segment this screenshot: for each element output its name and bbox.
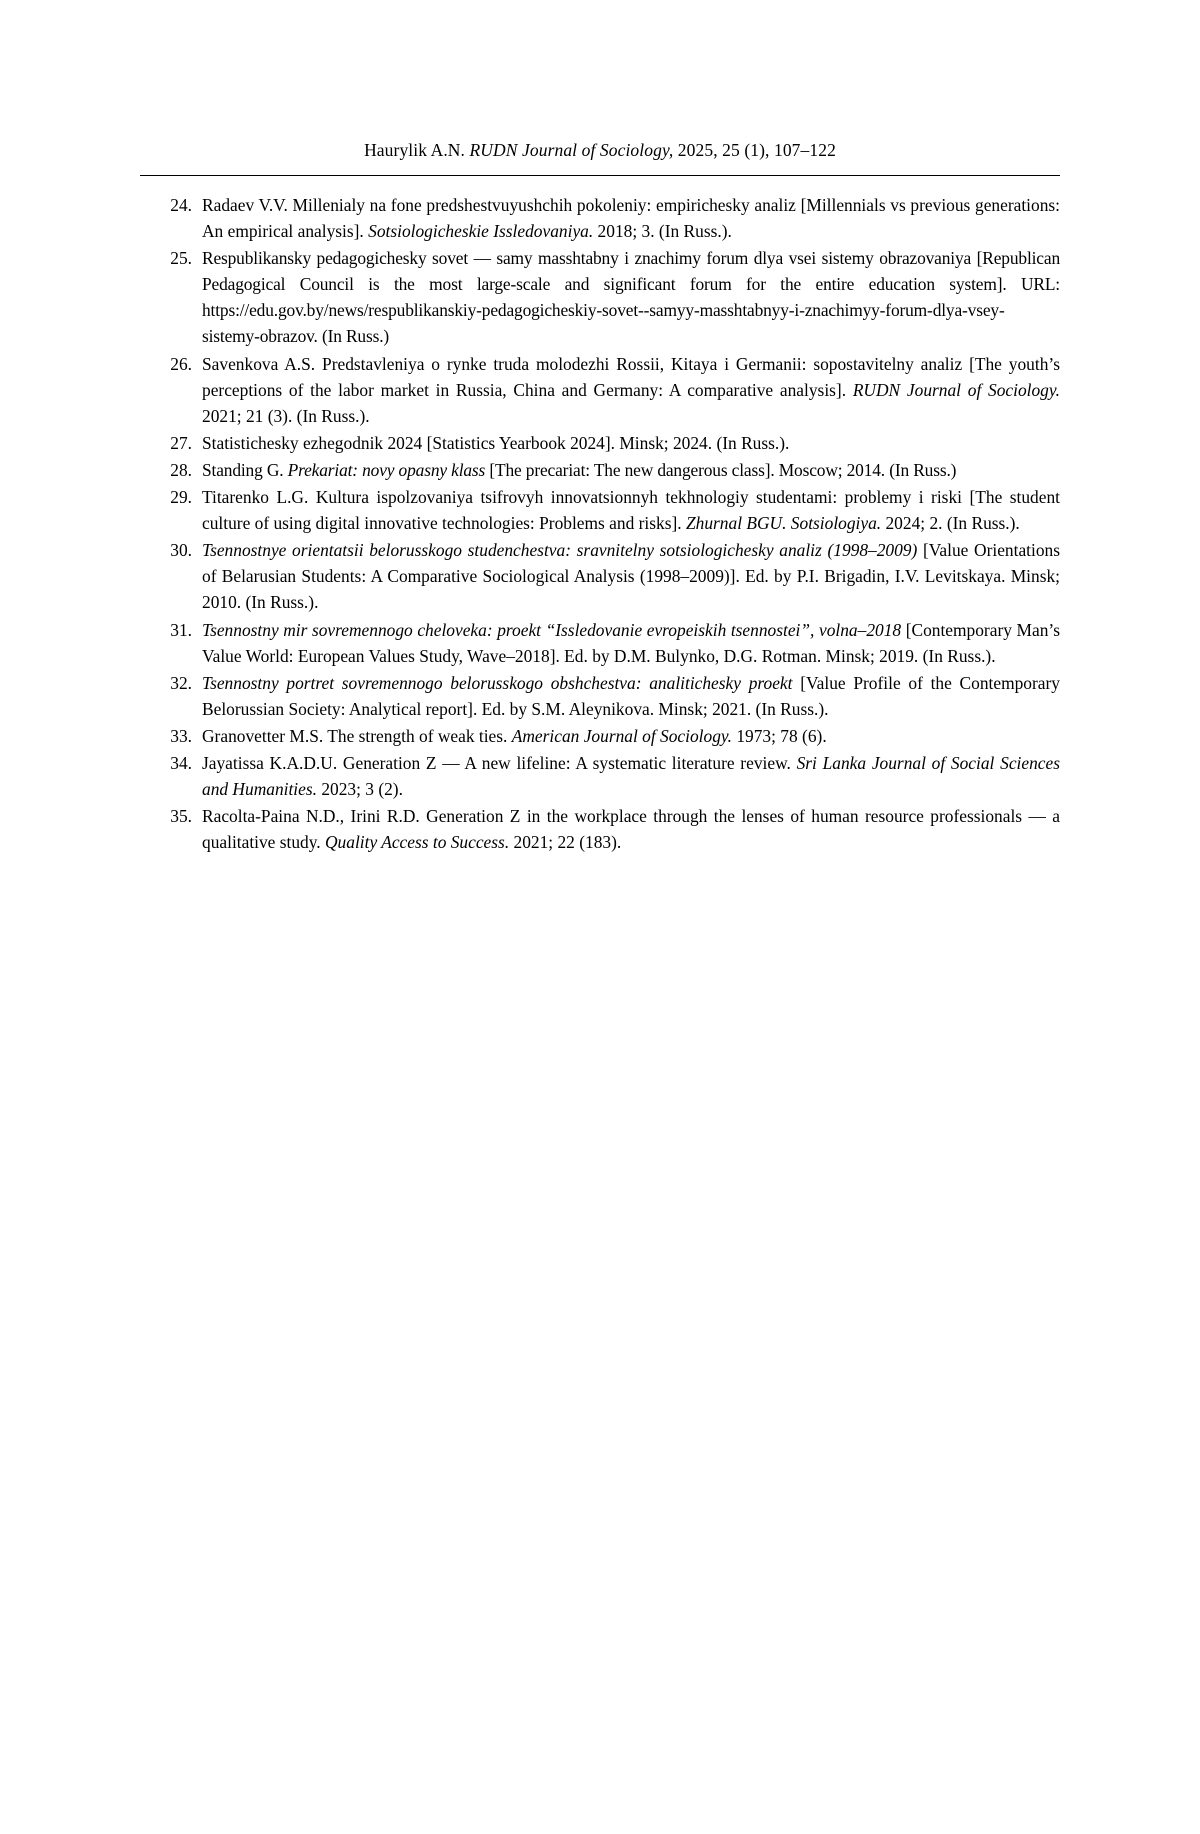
reference-number: 29.	[170, 487, 192, 508]
reference-text	[202, 457, 1060, 483]
running-head-author: Haurylik A.N.	[364, 140, 470, 160]
reference-text	[202, 245, 1060, 349]
reference-text-run: 2021; 21 (3). (In Russ.).	[202, 405, 370, 426]
reference-text-run: 2024; 2. (In Russ.).	[881, 513, 1020, 534]
reference-item	[150, 457, 1060, 483]
reference-item	[150, 750, 1060, 802]
reference-text-run: [Value Orientations of Belarusian Students: A Comparative Sociological Analysis (1998–2009)]. Ed. by P.I. Brigadin, I.V. Levitskaya. Minsk; 2010. (In Russ.).	[202, 540, 1060, 613]
reference-number: 35.	[170, 806, 192, 827]
reference-text	[202, 484, 1060, 536]
reference-text-run: 2021; 22 (183).	[509, 832, 622, 853]
reference-number: 31.	[170, 619, 192, 640]
reference-text-run: [Value Profile of the Contemporary Belorussian Society: Analytical report]. Ed. by S.M. Aleynikova. Minsk; 2021. (In Russ.).	[202, 672, 1061, 719]
reference-text-run: [Contemporary Man’s Value World: European Values Study, Wave–2018]. Ed. by D.M. Bulynko, D.G. Rotman. Minsk; 2019. (In Russ.).	[202, 619, 1060, 666]
reference-title-italic: Sri Lanka Journal of Social Sciences and Humanities.	[202, 752, 1060, 800]
reference-number: 24.	[170, 195, 192, 215]
running-head	[150, 140, 1050, 161]
reference-item	[150, 351, 1060, 429]
reference-title-italic: Quality Access to Success.	[325, 832, 510, 853]
reference-text	[202, 617, 1060, 669]
reference-number: 27.	[170, 432, 192, 453]
reference-title-italic: Tsennostnye orientatsii belorusskogo studenchestva: sravnitelny sotsiologichesky analiz (1998–2009)	[202, 540, 923, 561]
reference-text-run: 2018; 3. (In Russ.).	[593, 221, 732, 242]
reference-text-run: Respublikansky pedagogichesky sovet — samy masshtabny i znachimy forum dlya vsei sistemy obrazovaniya [Republican Pedagogical Council is the most large-scale and significant forum for the entire education system]. URL: https://edu.gov.by/news/respublikanskiy-pedagogicheskiy-sovet--samyy-masshtabnyy-i-znachimyy-forum-dlya-vsey-sistemy-obrazov. (In Russ.)	[202, 248, 1060, 347]
reference-text	[202, 537, 1060, 615]
reference-text	[202, 351, 1060, 429]
reference-text-run: Racolta-Paina N.D., Irini R.D. Generation Z in the workplace through the lenses of human resource professionals — a qualitative study.	[202, 806, 1060, 853]
reference-text-run: [The precariat: The new dangerous class]. Moscow; 2014. (In Russ.)	[489, 459, 957, 480]
reference-list	[150, 192, 1060, 856]
reference-number: 32.	[170, 672, 192, 693]
reference-text	[202, 723, 1060, 749]
reference-item	[150, 245, 1060, 349]
reference-text-run: Radaev V.V. Millenialy na fone predshestvuyushchih pokoleniy: empirichesky analiz [Millennials vs previous generations: An empirical analysis].	[202, 195, 1060, 242]
reference-item	[150, 723, 1060, 749]
reference-item	[150, 430, 1060, 456]
reference-text-run: Standing G.	[202, 459, 288, 480]
reference-title-italic: American Journal of Sociology.	[511, 725, 732, 746]
reference-number: 30.	[170, 540, 192, 561]
reference-text-run: 1973; 78 (6).	[732, 725, 827, 746]
reference-title-italic: Prekariat: novy opasny klass	[287, 459, 490, 480]
reference-text-run: Savenkova A.S. Predstavleniya o rynke truda molodezhi Rossii, Kitaya i Germanii: sopostavitelny analiz [The youth’s perceptions of the labor market in Russia, China and Germany: A comparative analysis].	[202, 353, 1060, 400]
running-head-issue: 2025, 25 (1), 107–122	[673, 140, 836, 160]
reference-number: 25.	[170, 248, 192, 269]
reference-text	[202, 192, 1060, 244]
reference-text-run: Jayatissa K.A.D.U. Generation Z — A new lifeline: A systematic literature review.	[202, 752, 797, 773]
reference-item	[150, 803, 1060, 855]
reference-number: 33.	[170, 725, 192, 746]
reference-text	[202, 670, 1060, 722]
reference-text	[202, 430, 1060, 456]
reference-number: 28.	[170, 459, 192, 480]
reference-item	[150, 192, 1060, 244]
reference-title-italic: Sotsiologicheskie Issledovaniya.	[368, 221, 594, 242]
reference-title-italic: Tsennostny portret sovremennogo belorusskogo obshchestva: analitichesky proekt	[202, 672, 801, 693]
reference-text	[202, 750, 1060, 802]
reference-number: 34.	[170, 752, 192, 773]
reference-title-italic: Tsennostny mir sovremennogo cheloveka: proekt “Issledovanie evropeiskih tsennostei”, volna–2018	[202, 619, 906, 640]
reference-text	[202, 803, 1060, 855]
reference-item	[150, 484, 1060, 536]
reference-text-run: Titarenko L.G. Kultura ispolzovaniya tsifrovyh innovatsionnyh tekhnologiy studentami: problemy i riski [The student culture of using digital innovative technologies: Problems and risks].	[202, 487, 1060, 534]
reference-title-italic: RUDN Journal of Sociology.	[852, 379, 1060, 400]
reference-item	[150, 617, 1060, 669]
reference-text-run: Statistichesky ezhegodnik 2024 [Statistics Yearbook 2024]. Minsk; 2024. (In Russ.).	[202, 432, 790, 453]
running-head-journal: RUDN Journal of Sociology,	[469, 140, 674, 160]
reference-item	[150, 670, 1060, 722]
reference-title-italic: Zhurnal BGU. Sotsiologiya.	[685, 513, 882, 534]
header-divider-rule	[140, 175, 1060, 176]
reference-text-run: 2023; 3 (2).	[316, 779, 403, 800]
reference-text-run: Granovetter M.S. The strength of weak ties.	[202, 725, 512, 746]
reference-item	[150, 537, 1060, 615]
reference-number: 26.	[170, 353, 192, 374]
